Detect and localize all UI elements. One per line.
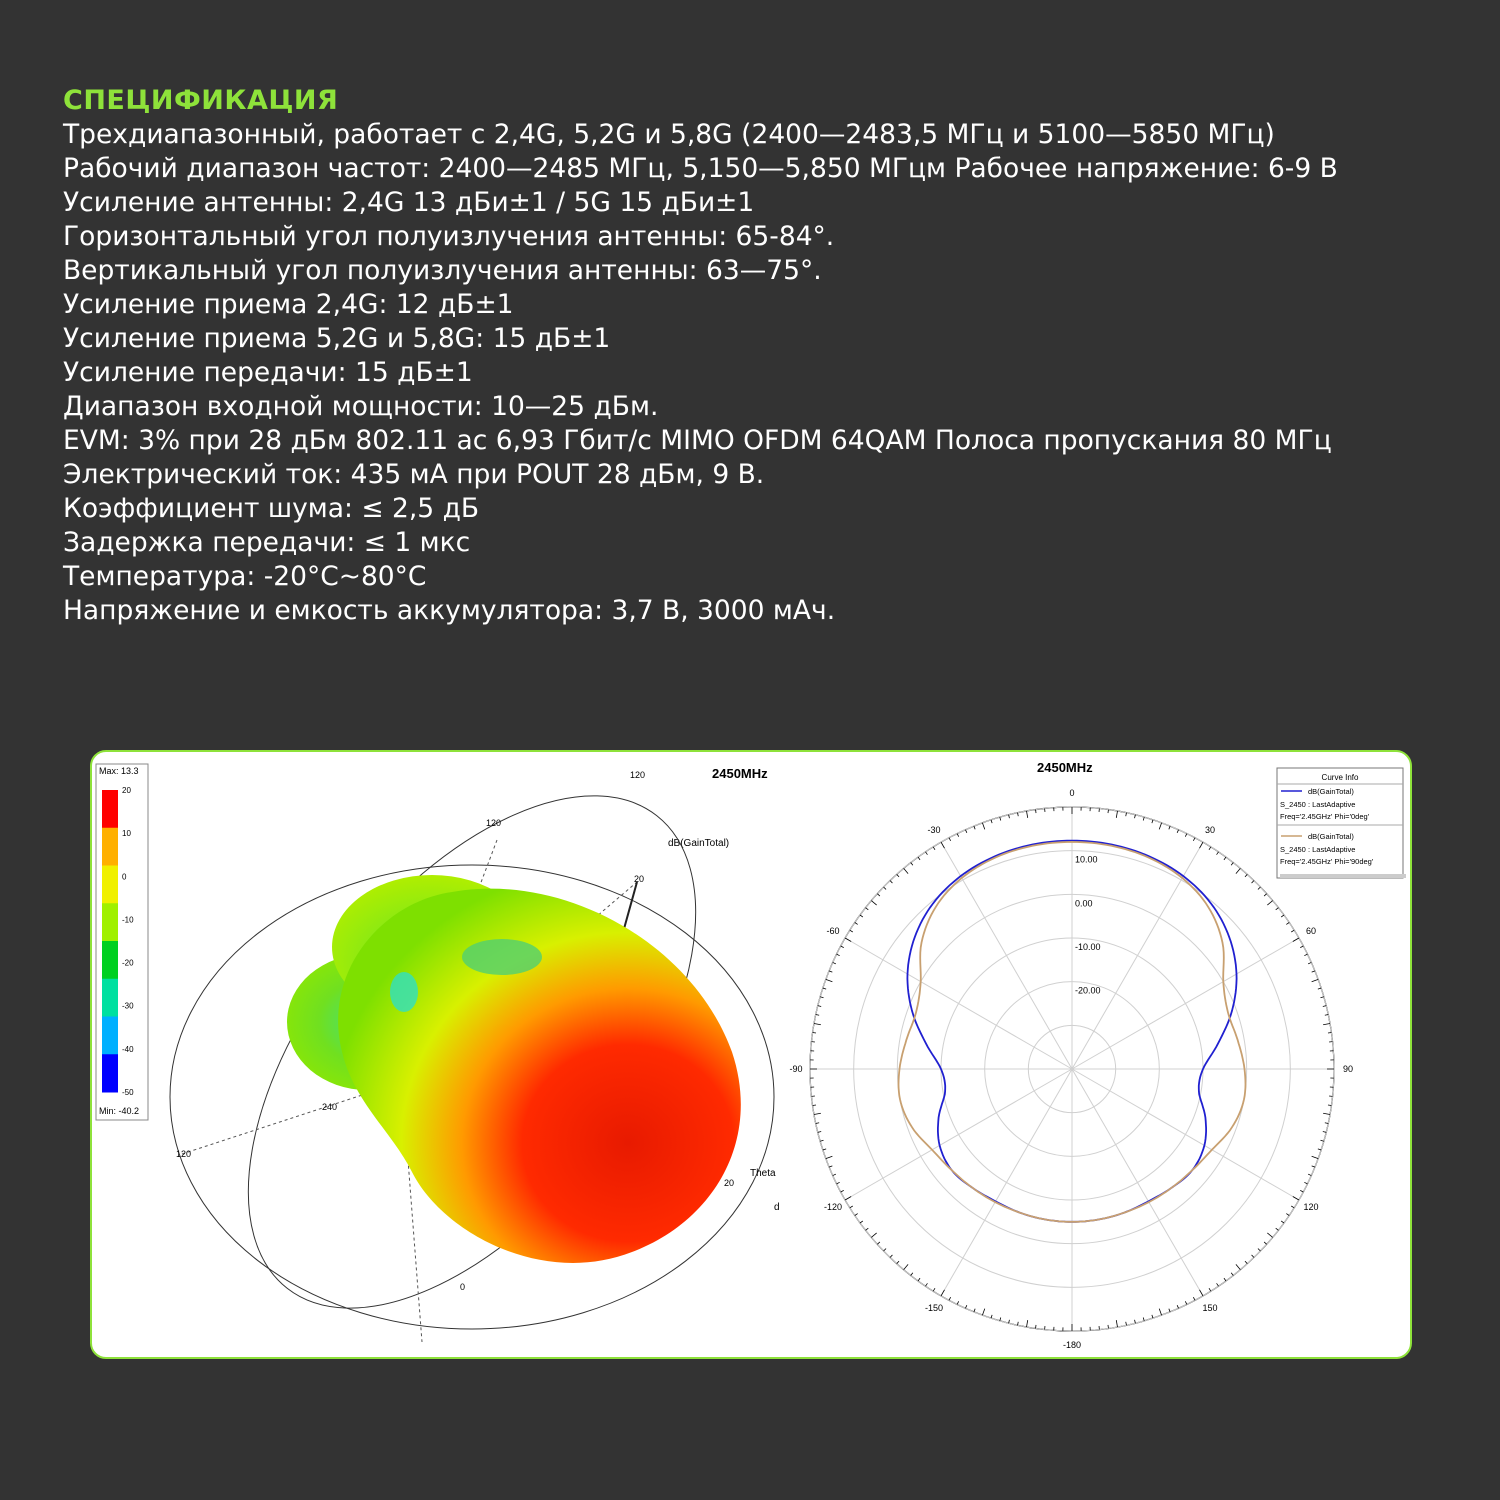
angle-tick <box>1152 1315 1153 1318</box>
angle-tick <box>860 1221 863 1223</box>
angle-tick <box>1009 1320 1010 1323</box>
angle-tick <box>1159 1309 1161 1316</box>
grid-spoke <box>845 1069 1072 1200</box>
color-band <box>102 903 118 941</box>
grid-spoke <box>1072 1069 1203 1296</box>
angle-tick <box>1258 887 1261 889</box>
color-band <box>102 941 118 979</box>
angle-tick <box>845 938 851 942</box>
angle-tick <box>829 1166 832 1167</box>
angle-tick <box>965 830 966 833</box>
angle-tick <box>1143 817 1144 820</box>
angle-tick <box>933 1288 935 1291</box>
color-scale-tick: -40 <box>122 1044 134 1054</box>
angle-tick <box>918 1278 920 1281</box>
angle-tick <box>1323 1024 1330 1025</box>
angle-tick <box>871 901 876 905</box>
grid-spoke <box>845 938 1072 1069</box>
spec-line: Электрический ток: 435 мА при POUT 28 дБм, 9 В. <box>63 459 765 490</box>
angle-tick <box>982 1309 984 1316</box>
angle-tick <box>925 1283 927 1286</box>
spec-line: Температура: -20°C~80°C <box>63 561 427 592</box>
angle-tick <box>1267 901 1272 905</box>
angle-tick <box>1217 1283 1219 1286</box>
angle-tick <box>1169 1309 1170 1312</box>
angle-tick <box>850 930 853 932</box>
spec-line: Вертикальный угол полуизлучения антенны: 63—75°. <box>63 255 822 286</box>
angle-tick <box>1193 1297 1195 1300</box>
angle-label: 20 <box>724 1178 735 1188</box>
angle-tick <box>1318 1149 1321 1150</box>
angle-tick <box>1224 857 1226 860</box>
null-region <box>390 972 418 1012</box>
angle-tick <box>1312 1156 1319 1158</box>
angle-tick <box>1018 1322 1019 1325</box>
angle-tick <box>897 1261 899 1264</box>
color-scale-tick: -20 <box>122 958 134 968</box>
legend-entry: S_2450 : LastAdaptive <box>1280 845 1356 854</box>
angle-tick <box>829 971 832 972</box>
pattern3d-quantity: dB(GainTotal) <box>668 838 730 849</box>
pattern3d-title: 2450MHz <box>712 766 768 781</box>
angle-tick-label: -30 <box>927 824 941 835</box>
angle-tick <box>957 834 959 837</box>
angle-tick <box>1126 1322 1127 1325</box>
spec-line: Усиление приема 5,2G и 5,8G: 15 дБ±1 <box>63 323 611 354</box>
legend-entry: Freq='2.45GHz' Phi='90deg' <box>1280 857 1374 866</box>
angle-tick <box>1281 915 1284 917</box>
angle-tick <box>1018 813 1019 816</box>
angle-tick <box>837 1182 840 1184</box>
angle-tick <box>1300 1190 1303 1192</box>
angle-tick <box>965 1305 966 1308</box>
angle-tick <box>814 1024 821 1025</box>
angle-tick <box>982 823 984 830</box>
grid-spoke <box>1072 938 1299 1069</box>
angle-tick <box>845 1197 851 1201</box>
radial-tick-label: 0.00 <box>1075 898 1093 909</box>
angle-tick <box>877 894 880 896</box>
angle-tick <box>991 820 992 823</box>
angle-tick <box>941 1290 945 1296</box>
color-band <box>102 1017 118 1055</box>
grid-spoke <box>1072 1069 1299 1200</box>
angle-label: 120 <box>630 770 646 780</box>
spec-line: EVM: 3% при 28 дБм 802.11 ac 6,93 Гбит/с MIMO OFDM 64QAM Полоса пропускания 80 МГц <box>63 425 1332 456</box>
angle-tick <box>1224 1278 1226 1281</box>
angle-tick <box>1209 847 1211 850</box>
angle-tick <box>904 868 908 873</box>
color-band <box>102 979 118 1017</box>
curve-info-legend <box>1277 768 1406 878</box>
spec-line: Рабочий диапазон частот: 2400—2485 МГц, 5,150—5,850 МГцм Рабочее напряжение: 6-9 В <box>63 153 1338 184</box>
angle-tick <box>1200 1290 1204 1296</box>
angle-tick-label: -120 <box>823 1202 842 1212</box>
angle-tick <box>1135 815 1136 818</box>
angle-tick <box>1116 811 1117 818</box>
angle-tick <box>833 962 836 963</box>
angle-tick-label: 90 <box>1342 1064 1354 1074</box>
angle-tick <box>1291 930 1294 932</box>
color-scale-tick: -50 <box>122 1088 134 1097</box>
angle-tick <box>1143 1317 1144 1320</box>
spec-line: Трехдиапазонный, работает с 2,4G, 5,2G и 5,8G (2400—2483,5 МГц и 5100—5850 МГц) <box>63 119 1275 150</box>
spec-line: Усиление передачи: 15 дБ±1 <box>63 357 473 388</box>
angle-tick <box>911 1273 913 1276</box>
angle-tick <box>1245 1261 1247 1264</box>
angle-tick <box>1152 820 1153 823</box>
angle-tick <box>1276 908 1279 910</box>
angle-label: 120 <box>176 1149 192 1159</box>
color-scale-tick: 10 <box>122 829 131 839</box>
angle-tick <box>837 954 840 956</box>
angle-tick <box>925 852 927 855</box>
angle-tick <box>816 1015 819 1016</box>
angle-tick <box>1231 863 1233 866</box>
angle-tick <box>1304 1182 1307 1184</box>
angle-tick <box>826 979 833 981</box>
angle-tick <box>1209 1288 1211 1291</box>
angle-tick <box>826 1156 833 1158</box>
angle-tick <box>841 946 844 948</box>
spec-line: Горизонтальный угол полуизлучения антенны: 65-84°. <box>63 221 835 252</box>
angle-tick <box>1231 1273 1233 1276</box>
color-scale <box>102 790 118 1093</box>
angle-label: 120 <box>486 818 502 828</box>
angle-tick <box>884 887 887 889</box>
angle-tick <box>918 857 920 860</box>
angle-tick <box>816 1123 819 1124</box>
angle-tick <box>1308 962 1311 963</box>
angle-tick <box>957 1301 959 1304</box>
grid-spoke <box>941 1069 1072 1296</box>
angle-label: 240 <box>322 1102 338 1112</box>
angle-tick-label: 0 <box>1069 788 1075 798</box>
angle-tick <box>1193 838 1195 841</box>
angle-tick <box>974 1309 975 1312</box>
legend-entry: Freq='2.45GHz' Phi='0deg' <box>1280 812 1370 821</box>
angle-tick <box>941 842 945 848</box>
angle-tick <box>1200 842 1204 848</box>
legend-title: Curve Info <box>1321 773 1359 782</box>
angle-tick <box>1312 971 1315 972</box>
angle-tick <box>897 874 899 877</box>
angle-tick <box>1169 826 1170 829</box>
angle-tick <box>949 838 951 841</box>
angle-label: 20 <box>634 874 645 884</box>
angle-tick <box>866 1228 869 1230</box>
angle-tick <box>1252 881 1254 884</box>
angle-tick <box>1217 852 1219 855</box>
main-lobe <box>338 889 741 1263</box>
angle-tick <box>1264 894 1267 896</box>
angle-tick <box>884 1249 887 1251</box>
angle-tick-label: 30 <box>1204 824 1216 835</box>
legend-entry: S_2450 : LastAdaptive <box>1280 800 1356 809</box>
angle-tick <box>1000 1317 1001 1320</box>
angle-tick <box>823 1149 826 1150</box>
angle-tick <box>1291 1206 1294 1208</box>
spec-line: Усиление антенны: 2,4G 13 дБи±1 / 5G 15 дБи±1 <box>63 187 755 218</box>
angle-tick <box>1286 1214 1289 1216</box>
angle-tick <box>1177 1305 1178 1308</box>
angle-tick-label: -150 <box>924 1303 944 1314</box>
angle-tick-label: -180 <box>1062 1340 1082 1350</box>
min-label: Min: -40.2 <box>99 1106 140 1116</box>
angle-tick <box>820 1140 823 1141</box>
legend-entry: dB(GainTotal) <box>1308 832 1354 841</box>
angle-tick <box>949 1297 951 1300</box>
angle-tick-label: 120 <box>1303 1202 1319 1212</box>
angle-tick <box>1325 1123 1328 1124</box>
angle-tick <box>1185 834 1187 837</box>
angle-tick <box>1135 1320 1136 1323</box>
angle-tick <box>1320 997 1323 998</box>
angle-tick <box>904 1264 908 1269</box>
angle-tick <box>820 997 823 998</box>
color-scale-tick: -10 <box>122 915 134 925</box>
angle-tick <box>860 915 863 917</box>
3d-radiation-pattern <box>96 752 783 1357</box>
angle-tick-label: -60 <box>826 926 840 936</box>
specification-block <box>63 84 1483 628</box>
angle-tick <box>1027 1320 1028 1327</box>
spec-line: Напряжение и емкость аккумулятора: 3,7 В, 3000 мАч. <box>63 595 836 626</box>
angle-tick-label: 150 <box>1202 1303 1218 1314</box>
angle-tick <box>1027 811 1028 818</box>
spec-line: Коэффициент шума: ≤ 2,5 дБ <box>63 493 480 524</box>
angle-tick <box>1000 817 1001 820</box>
angle-tick <box>974 826 975 829</box>
color-scale-tick: 20 <box>122 786 131 795</box>
radiation-pattern-figures <box>92 752 1410 1357</box>
radiation-pattern-panel <box>90 750 1412 1359</box>
polar-title: 2450MHz <box>1037 760 1093 775</box>
angle-tick <box>1293 938 1299 942</box>
angle-tick <box>991 1315 992 1318</box>
color-scale-tick: 0 <box>122 872 127 882</box>
angle-tick <box>1304 954 1307 956</box>
angle-tick <box>1177 830 1178 833</box>
angle-tick <box>1236 1264 1240 1269</box>
angle-tick <box>933 847 935 850</box>
angle-tick <box>877 1242 880 1244</box>
polar-grid <box>810 807 1334 1331</box>
angle-tick <box>1312 979 1319 981</box>
angle-tick <box>1276 1228 1279 1230</box>
radial-tick-label: -10.00 <box>1075 942 1101 952</box>
color-band <box>102 1054 118 1092</box>
theta-label: Theta <box>750 1168 776 1179</box>
angle-tick <box>1300 946 1303 948</box>
angle-tick <box>1318 988 1321 989</box>
angle-tick <box>1325 1015 1328 1016</box>
angle-tick <box>1159 823 1161 830</box>
angle-tick <box>818 1132 821 1133</box>
angle-tick <box>1116 1320 1117 1327</box>
angle-tick <box>1185 1301 1187 1304</box>
angle-tick <box>1308 1174 1311 1175</box>
radial-tick-label: -20.00 <box>1075 985 1101 996</box>
angle-tick <box>1258 1249 1261 1251</box>
angle-tick <box>1252 1255 1254 1258</box>
spec-line: Диапазон входной мощности: 10—25 дБм. <box>63 391 659 422</box>
angle-tick <box>1281 1221 1284 1223</box>
angle-tick <box>1236 868 1240 873</box>
angle-tick <box>1293 1197 1299 1201</box>
angle-tick <box>890 1255 892 1258</box>
spec-line: Усиление приема 2,4G: 12 дБ±1 <box>63 289 514 320</box>
angle-tick <box>1323 1113 1330 1114</box>
angle-tick <box>1245 874 1247 877</box>
angle-tick <box>871 1233 876 1237</box>
angle-tick <box>855 1214 858 1216</box>
radial-tick-label: 10.00 <box>1075 854 1098 865</box>
color-band <box>102 790 118 828</box>
angle-tick <box>1320 1140 1323 1141</box>
color-band <box>102 828 118 866</box>
angle-tick <box>1009 815 1010 818</box>
color-scale-tick: -30 <box>122 1001 134 1011</box>
angle-tick <box>850 1206 853 1208</box>
angle-label: 0 <box>460 1282 466 1292</box>
angle-tick <box>1323 1006 1326 1007</box>
angle-tick-label: -90 <box>789 1064 803 1074</box>
angle-tick <box>855 922 858 924</box>
angle-tick <box>911 863 913 866</box>
spec-title: СПЕЦИФИКАЦИЯ <box>63 85 339 116</box>
angle-tick <box>818 1006 821 1007</box>
angle-tick <box>866 908 869 910</box>
spec-line: Задержка передачи: ≤ 1 мкс <box>63 527 471 558</box>
angle-tick <box>1312 1166 1315 1167</box>
angle-tick <box>833 1174 836 1175</box>
spec-lines <box>63 118 1483 628</box>
angle-tick <box>890 881 892 884</box>
polar-plot <box>789 760 1406 1350</box>
angle-tick <box>1126 813 1127 816</box>
legend-entry: dB(GainTotal) <box>1308 787 1354 796</box>
angle-tick-label: 60 <box>1306 926 1317 936</box>
angle-tick <box>1267 1233 1272 1237</box>
max-label: Max: 13.3 <box>99 766 139 776</box>
angle-tick <box>823 988 826 989</box>
angle-tick <box>1286 922 1289 924</box>
axis-label: d <box>774 1202 780 1213</box>
angle-tick <box>1264 1242 1267 1244</box>
angle-tick <box>814 1113 821 1114</box>
color-band <box>102 866 118 904</box>
null-region <box>462 939 542 975</box>
angle-tick <box>1323 1132 1326 1133</box>
angle-tick <box>841 1190 844 1192</box>
